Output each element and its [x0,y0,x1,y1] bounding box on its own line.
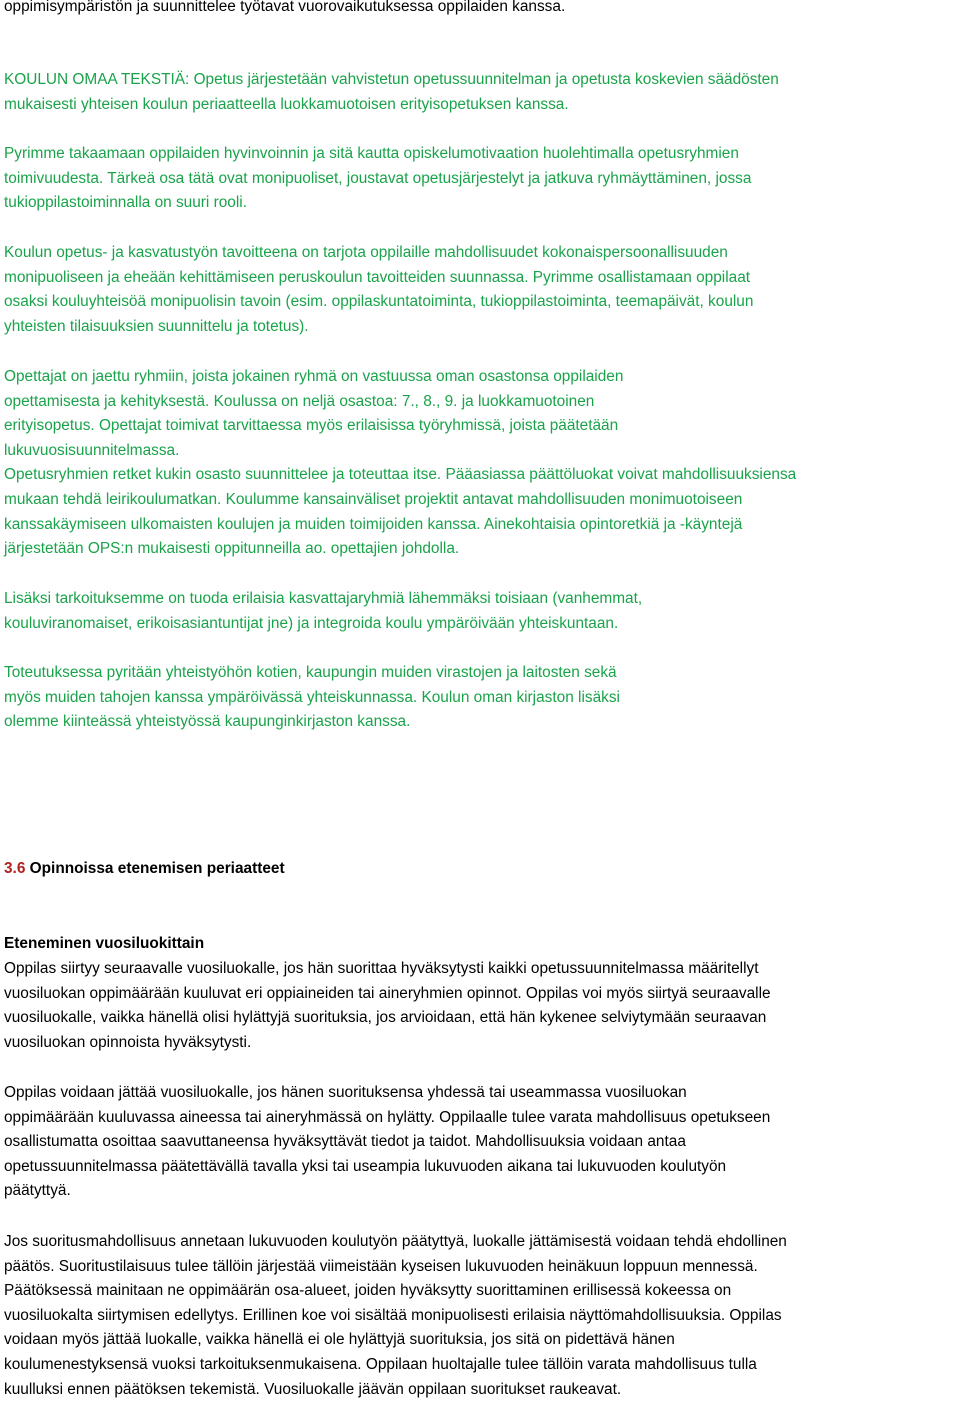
text-line: oppimäärään kuuluvassa aineessa tai aineryhmässä on hylätty. Oppilaalle tulee varata mahdollisuus opetukseen [4,1108,771,1126]
text-line: vuosiluokan oppimäärään kuuluvat eri oppiaineiden tai aineryhmien opinnot. Oppilas voi myös siirtyä seuraavalle [4,984,771,1002]
text-line: vuosiluokalta siirtymisen edellytys. Erillinen koe voi sisältää monipuolisesti erilaisia näyttömahdollisuuksia. Oppilas [4,1306,782,1324]
text-line: Jos suoritusmahdollisuus annetaan lukuvuoden koulutyön päätyttyä, luokalle jättämisestä voidaan tehdä ehdollinen [4,1233,787,1250]
text-line: päätös. Suoritustilaisuus tulee tällöin järjestää viimeistään kyseisen lukuvuoden heinäkuun loppuun mennessä. [4,1257,758,1275]
paragraph-retention [4,1081,956,1204]
text-line: Toteutuksessa pyritään yhteistyöhön kotien, kaupungin muiden virastojen ja laitosten sekä [4,664,617,681]
text-line: vuosiluokan opinnoista hyväksytysti. [4,1033,252,1051]
section-number: 3.6 [4,860,26,877]
text-line: olemme kiinteässä yhteistyössä kaupunginkirjaston kanssa. [4,713,411,731]
text-line: oppimisympäristön ja suunnittelee työtavat vuorovaikutuksessa oppilaiden kanssa. [4,0,566,15]
section-title: Opinnoissa etenemisen periaatteet [25,860,285,877]
text-line: koulumenestyksensä vuoksi tarkoituksenmukaisena. Oppilaan huoltajalle tulee tällöin varata mahdollisuus tulla [4,1355,757,1373]
text-line: opetussuunnitelmassa päätettävällä tavalla yksi tai useampia lukuvuoden aikana tai lukuvuoden koulutyön [4,1157,727,1175]
paragraph-conditional-decision [4,1230,956,1402]
text-line: toimivuudesta. Tärkeä osa tätä ovat monipuoliset, joustavat opetusjärjestelyt ja jatkuva ryhmäyttäminen, jossa [4,169,752,187]
paragraph-teacher-groups [4,365,956,562]
text-line: kanssakäymiseen ulkomaisten koulujen ja muiden toimijoiden kanssa. Ainekohtaisia opintoretkiä ja -käyntejä [4,515,743,533]
text-line: myös muiden tahojen kanssa ympäröivässä yhteiskunnassa. Koulun oman kirjaston lisäksi [4,688,620,706]
paragraph-school-text [4,68,956,117]
paragraph-goals [4,241,956,339]
subsection-heading: Eteneminen vuosiluokittain [4,935,205,952]
text-line: Lisäksi tarkoituksemme on tuoda erilaisia kasvattajaryhmiä lähemmäksi toisiaan (vanhemmat, [4,590,643,607]
text-line: päätyttyä. [4,1182,71,1200]
text-line: osaksi kouluyhteisöä monipuolisin tavoin (esim. oppilaskuntatoiminta, tukioppilastoiminta, teemapäivät, koulun [4,293,754,311]
paragraph-cooperation [4,661,956,735]
text-line: Oppilas voidaan jättää vuosiluokalle, jos hänen suorituksensa yhdessä tai useammassa vuosiluokan [4,1084,687,1101]
text-line: Pyrimme takaamaan oppilaiden hyvinvoinnin ja sitä kautta opiskelumotivaation huolehtimalla opetusryhmien [4,145,739,162]
text-line: järjestetään OPS:n mukaisesti oppitunneilla ao. opettajien johdolla. [4,540,460,558]
text-line: mukaisesti yhteisen koulun periaatteella luokkamuotoisen erityisopetuksen kanssa. [4,95,569,113]
paragraph-intro-fragment [4,0,956,20]
paragraph-progression [4,957,956,1055]
text-line: Opetusryhmien retket kukin osasto suunnittelee ja toteuttaa itse. Pääasiassa päättöluokat voivat mahdollisuuksiensa [4,466,797,484]
text-line: tukioppilastoiminnalla on suuri rooli. [4,194,247,212]
text-line: Opettajat on jaettu ryhmiin, joista jokainen ryhmä on vastuussa oman osastonsa oppilaiden [4,368,624,385]
text-line: Oppilas siirtyy seuraavalle vuosiluokalle, jos hän suorittaa hyväksytysti kaikki opetussuunnitelmassa määritellyt [4,960,759,977]
text-line: opettamisesta ja kehityksestä. Koulussa on neljä osastoa: 7., 8., 9. ja luokkamuotoinen [4,392,595,410]
text-line: monipuoliseen ja eheään kehittämiseen peruskoulun tavoitteiden suunnassa. Pyrimme osallistamaan oppilaat [4,268,751,286]
text-line: erityisopetus. Opettajat toimivat tarvittaessa myös erilaisissa työryhmissä, joista päätetään [4,417,619,435]
text-line: yhteisten tilaisuuksien suunnittelu ja totetus). [4,317,309,335]
text-line: Koulun opetus- ja kasvatustyön tavoitteena on tarjota oppilaille mahdollisuudet kokonaispersoonallisuuden [4,244,728,261]
paragraph-wellbeing [4,142,956,216]
text-line: kouluviranomaiset, erikoisasiantuntijat jne) ja integroida koulu ympäröivään yhteiskuntaan. [4,614,619,632]
text-line: osallistumatta osoittaa saavuttaneensa hyväksyttävät tiedot ja taidot. Mahdollisuuksia voidaan antaa [4,1133,686,1151]
text-line: lukuvuosisuunnitelmassa. [4,441,180,459]
section-heading [4,857,956,882]
text-line: vuosiluokalle, vaikka hänellä olisi hylättyjä suorituksia, jos arvioidaan, että hän kykenee selviytymään seuraavan [4,1009,767,1027]
text-line: kuulluksi ennen päätöksen tekemistä. Vuosiluokalle jäävän oppilaan suoritukset raukeavat. [4,1380,622,1398]
text-line: voidaan myös jättää luokalle, vaikka hänellä ei ole hylättyjä suorituksia, jos sitä on pidettävä hänen [4,1331,675,1349]
paragraph-educator-groups [4,587,956,636]
text-line: KOULUN OMAA TEKSTIÄ: Opetus järjestetään vahvistetun opetussuunnitelman ja opetusta koskevien säädösten [4,71,779,88]
text-line: mukaan tehdä leirikoulumatkan. Koulumme kansainväliset projektit antavat mahdollisuuden monimuotoiseen [4,490,743,508]
text-line: Päätöksessä mainitaan ne oppimäärän osa-alueet, joiden hyväksytty suorittaminen erillisessä kokeessa on [4,1282,732,1300]
